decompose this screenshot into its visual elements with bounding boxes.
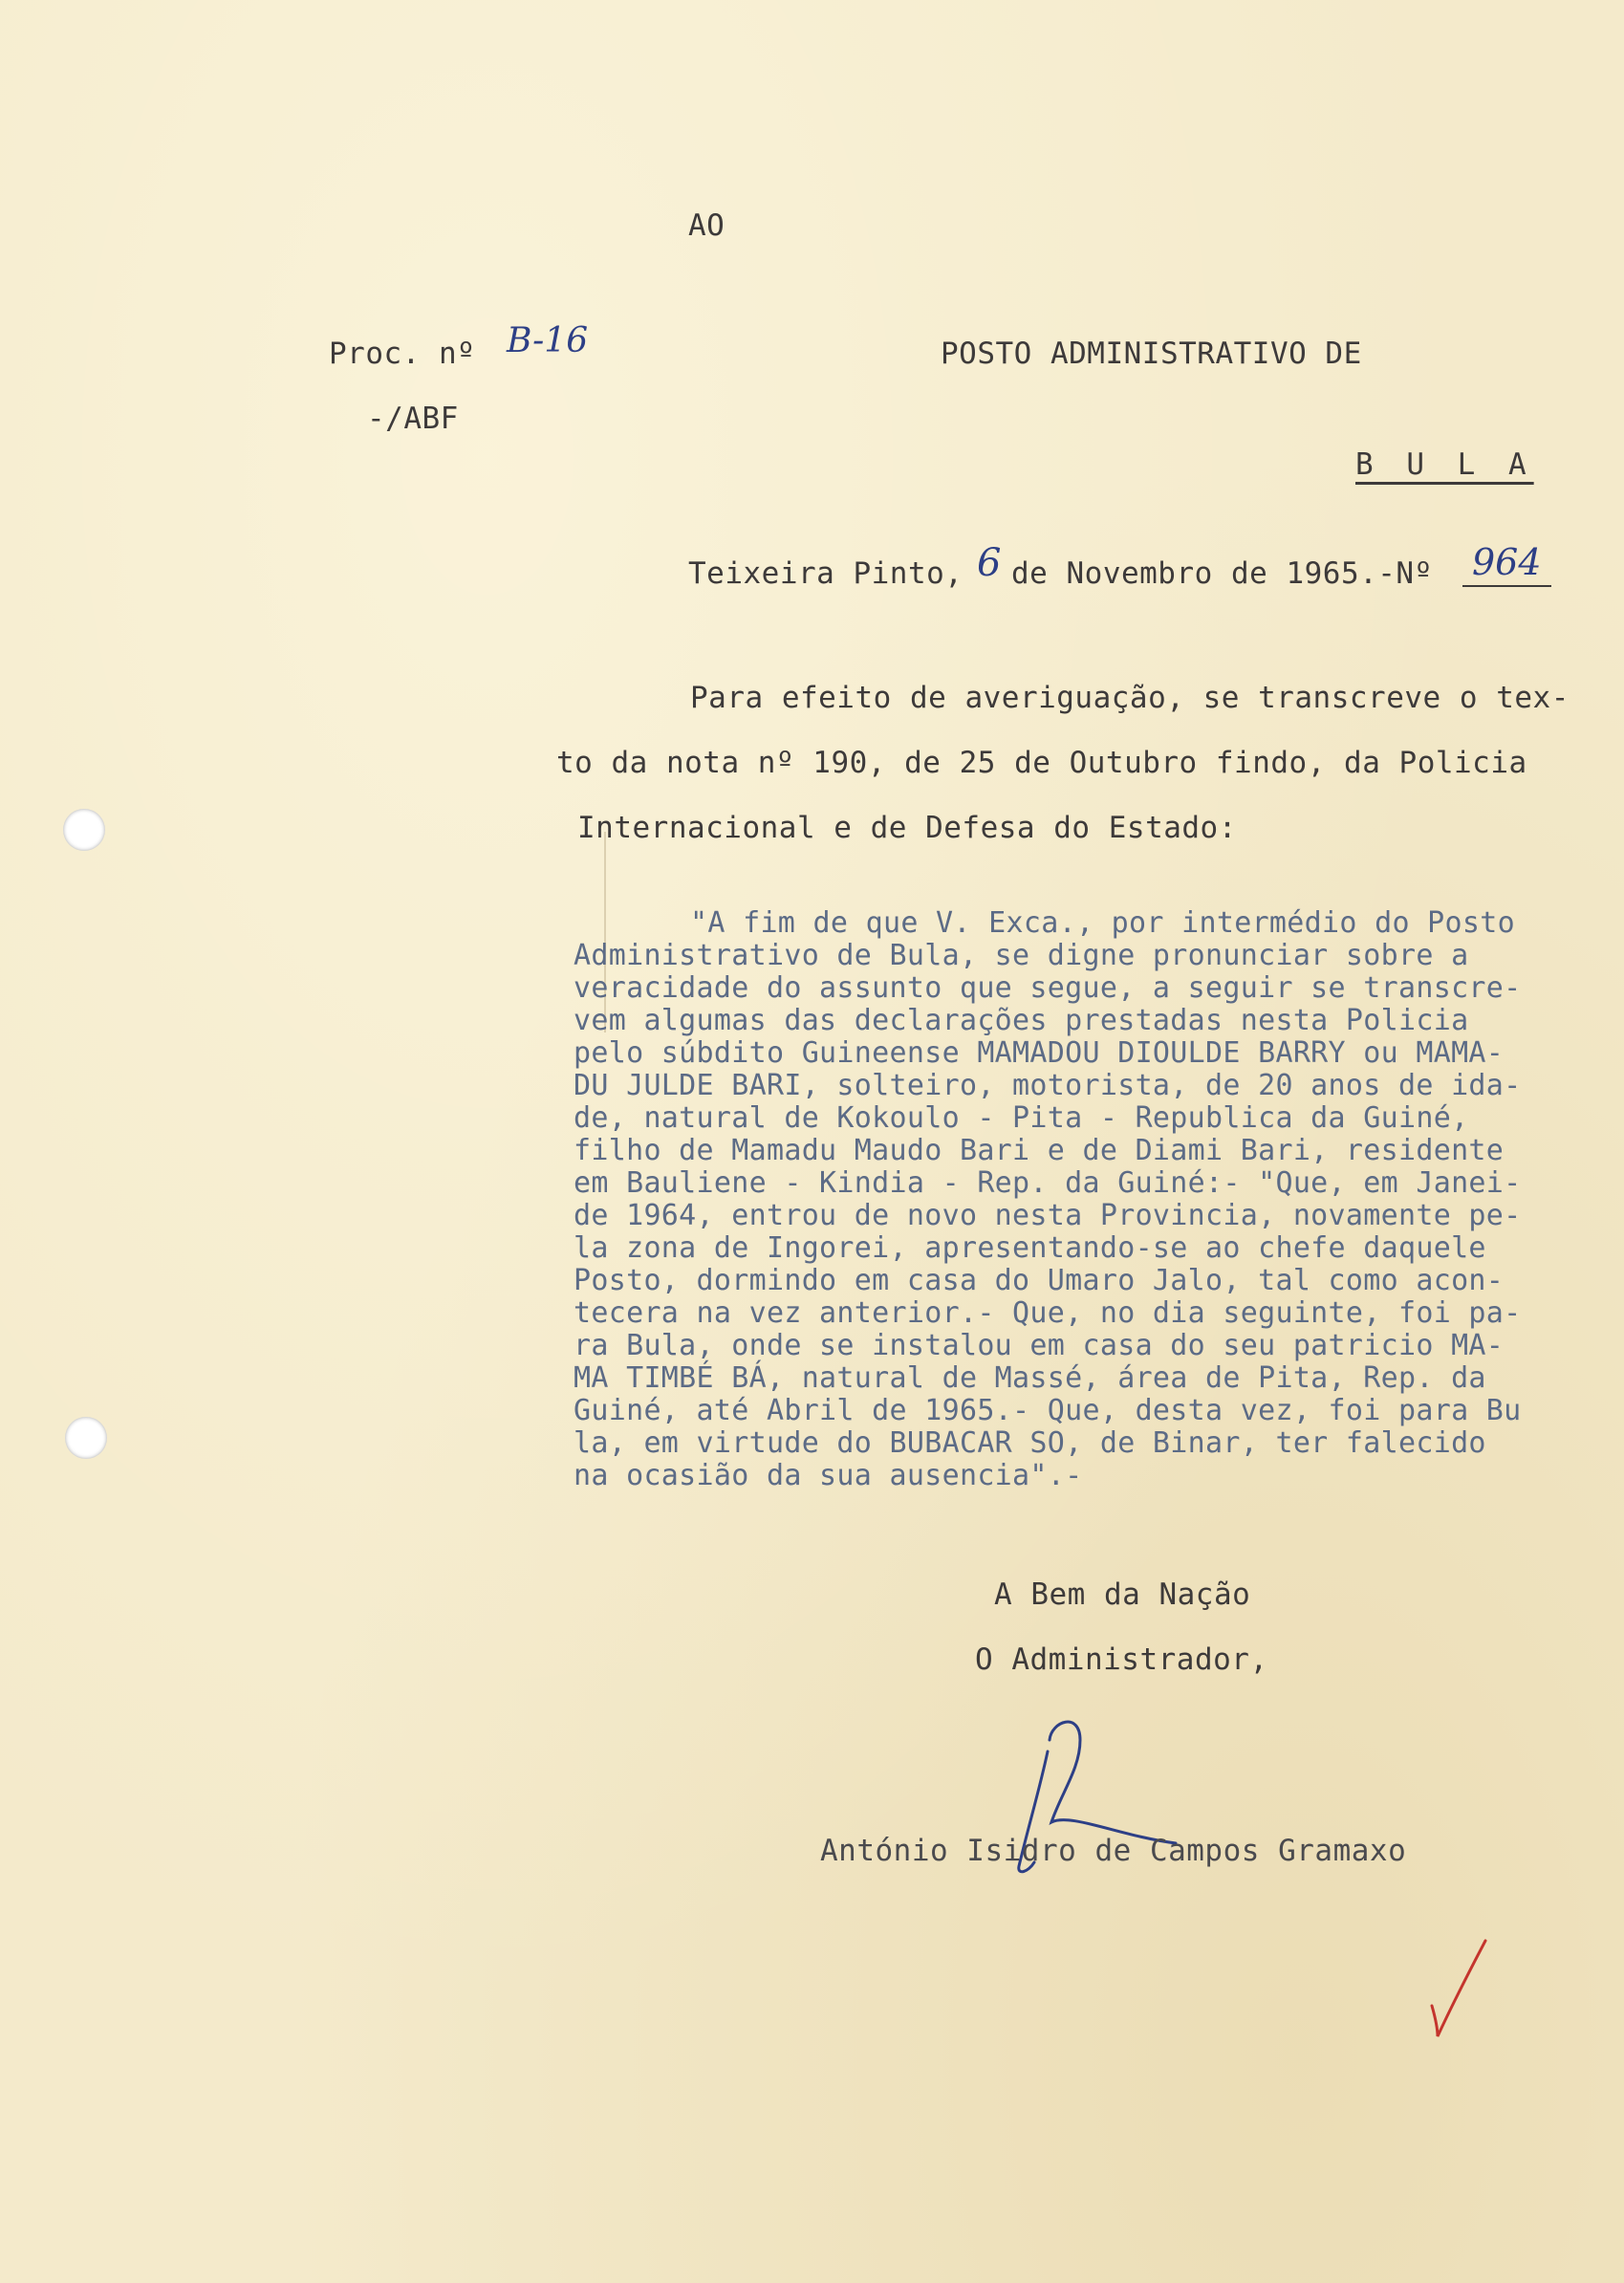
quote-line: la, em virtude do BUBACAR SO, de Binar, ter falecido	[574, 1426, 1486, 1460]
quote-line: Posto, dormindo em casa do Umaro Jalo, tal como acon-	[574, 1264, 1505, 1297]
quote-line: MA TIMBÉ BÁ, natural de Massé, área de Pita, Rep. da	[574, 1361, 1486, 1395]
intro-line: Internacional e de Defesa do Estado:	[577, 811, 1237, 845]
intro-line: Para efeito de averiguação, se transcreve o tex-	[690, 681, 1570, 715]
proc-label: Proc. nº	[329, 337, 476, 371]
quote-line: na ocasião da sua ausencia".-	[574, 1459, 1083, 1492]
quote-line: de 1964, entrou de novo nesta Provincia, novamente pe-	[574, 1199, 1522, 1232]
quote-line: Guiné, até Abril de 1965.- Que, desta vez, foi para Bu	[574, 1394, 1522, 1427]
quote-line: Administrativo de Bula, se digne pronunciar sobre a	[574, 939, 1469, 972]
quote-line: DU JULDE BARI, solteiro, motorista, de 20 anos de ida-	[574, 1069, 1522, 1102]
document-number-handwritten: 964	[1462, 541, 1551, 587]
office-line-1: POSTO ADMINISTRATIVO DE	[941, 337, 1362, 371]
quote-line: vem algumas das declarações prestadas nesta Policia	[574, 1004, 1469, 1037]
signatory-name: António Isidro de Campos Gramaxo	[820, 1834, 1407, 1868]
signatory-role: O Administrador,	[975, 1642, 1268, 1677]
intro-line: to da nota nº 190, de 25 de Outubro findo, da Policia	[556, 746, 1527, 780]
punch-hole-bottom	[65, 1417, 107, 1459]
quote-line: filho de Mamadu Maudo Bari e de Diami Bari, residente	[574, 1134, 1505, 1167]
red-checkmark-icon	[1424, 1931, 1491, 2046]
quote-line: ra Bula, onde se instalou em casa do seu patricio MA-	[574, 1329, 1505, 1362]
quote-line: "A fim de que V. Exca., por intermédio do Posto	[690, 906, 1515, 940]
addressee-line: AO	[688, 208, 725, 243]
quote-line: tecera na vez anterior.- Que, no dia seguinte, foi pa-	[574, 1296, 1522, 1330]
closing-salutation: A Bem da Nação	[994, 1577, 1251, 1612]
date-rest: de Novembro de 1965.-Nº	[1011, 556, 1433, 591]
quote-line: de, natural de Kokoulo - Pita - Republica da Guiné,	[574, 1101, 1469, 1135]
quote-line: veracidade do assunto que segue, a seguir se transcre-	[574, 971, 1522, 1005]
punch-hole-top	[63, 809, 105, 851]
office-line-2: B U L A	[1355, 447, 1534, 482]
date-place: Teixeira Pinto,	[688, 556, 964, 591]
proc-suffix: -/ABF	[367, 402, 459, 436]
quote-line: em Bauliene - Kindia - Rep. da Guiné:- "Que, em Janei-	[574, 1166, 1522, 1200]
quote-line: la zona de Ingorei, apresentando-se ao chefe daquele	[574, 1231, 1486, 1265]
date-day-handwritten: 6	[977, 541, 1002, 585]
quote-line: pelo súbdito Guineense MAMADOU DIOULDE BARRY ou MAMA-	[574, 1036, 1505, 1070]
proc-number-handwritten: B-16	[507, 321, 589, 360]
